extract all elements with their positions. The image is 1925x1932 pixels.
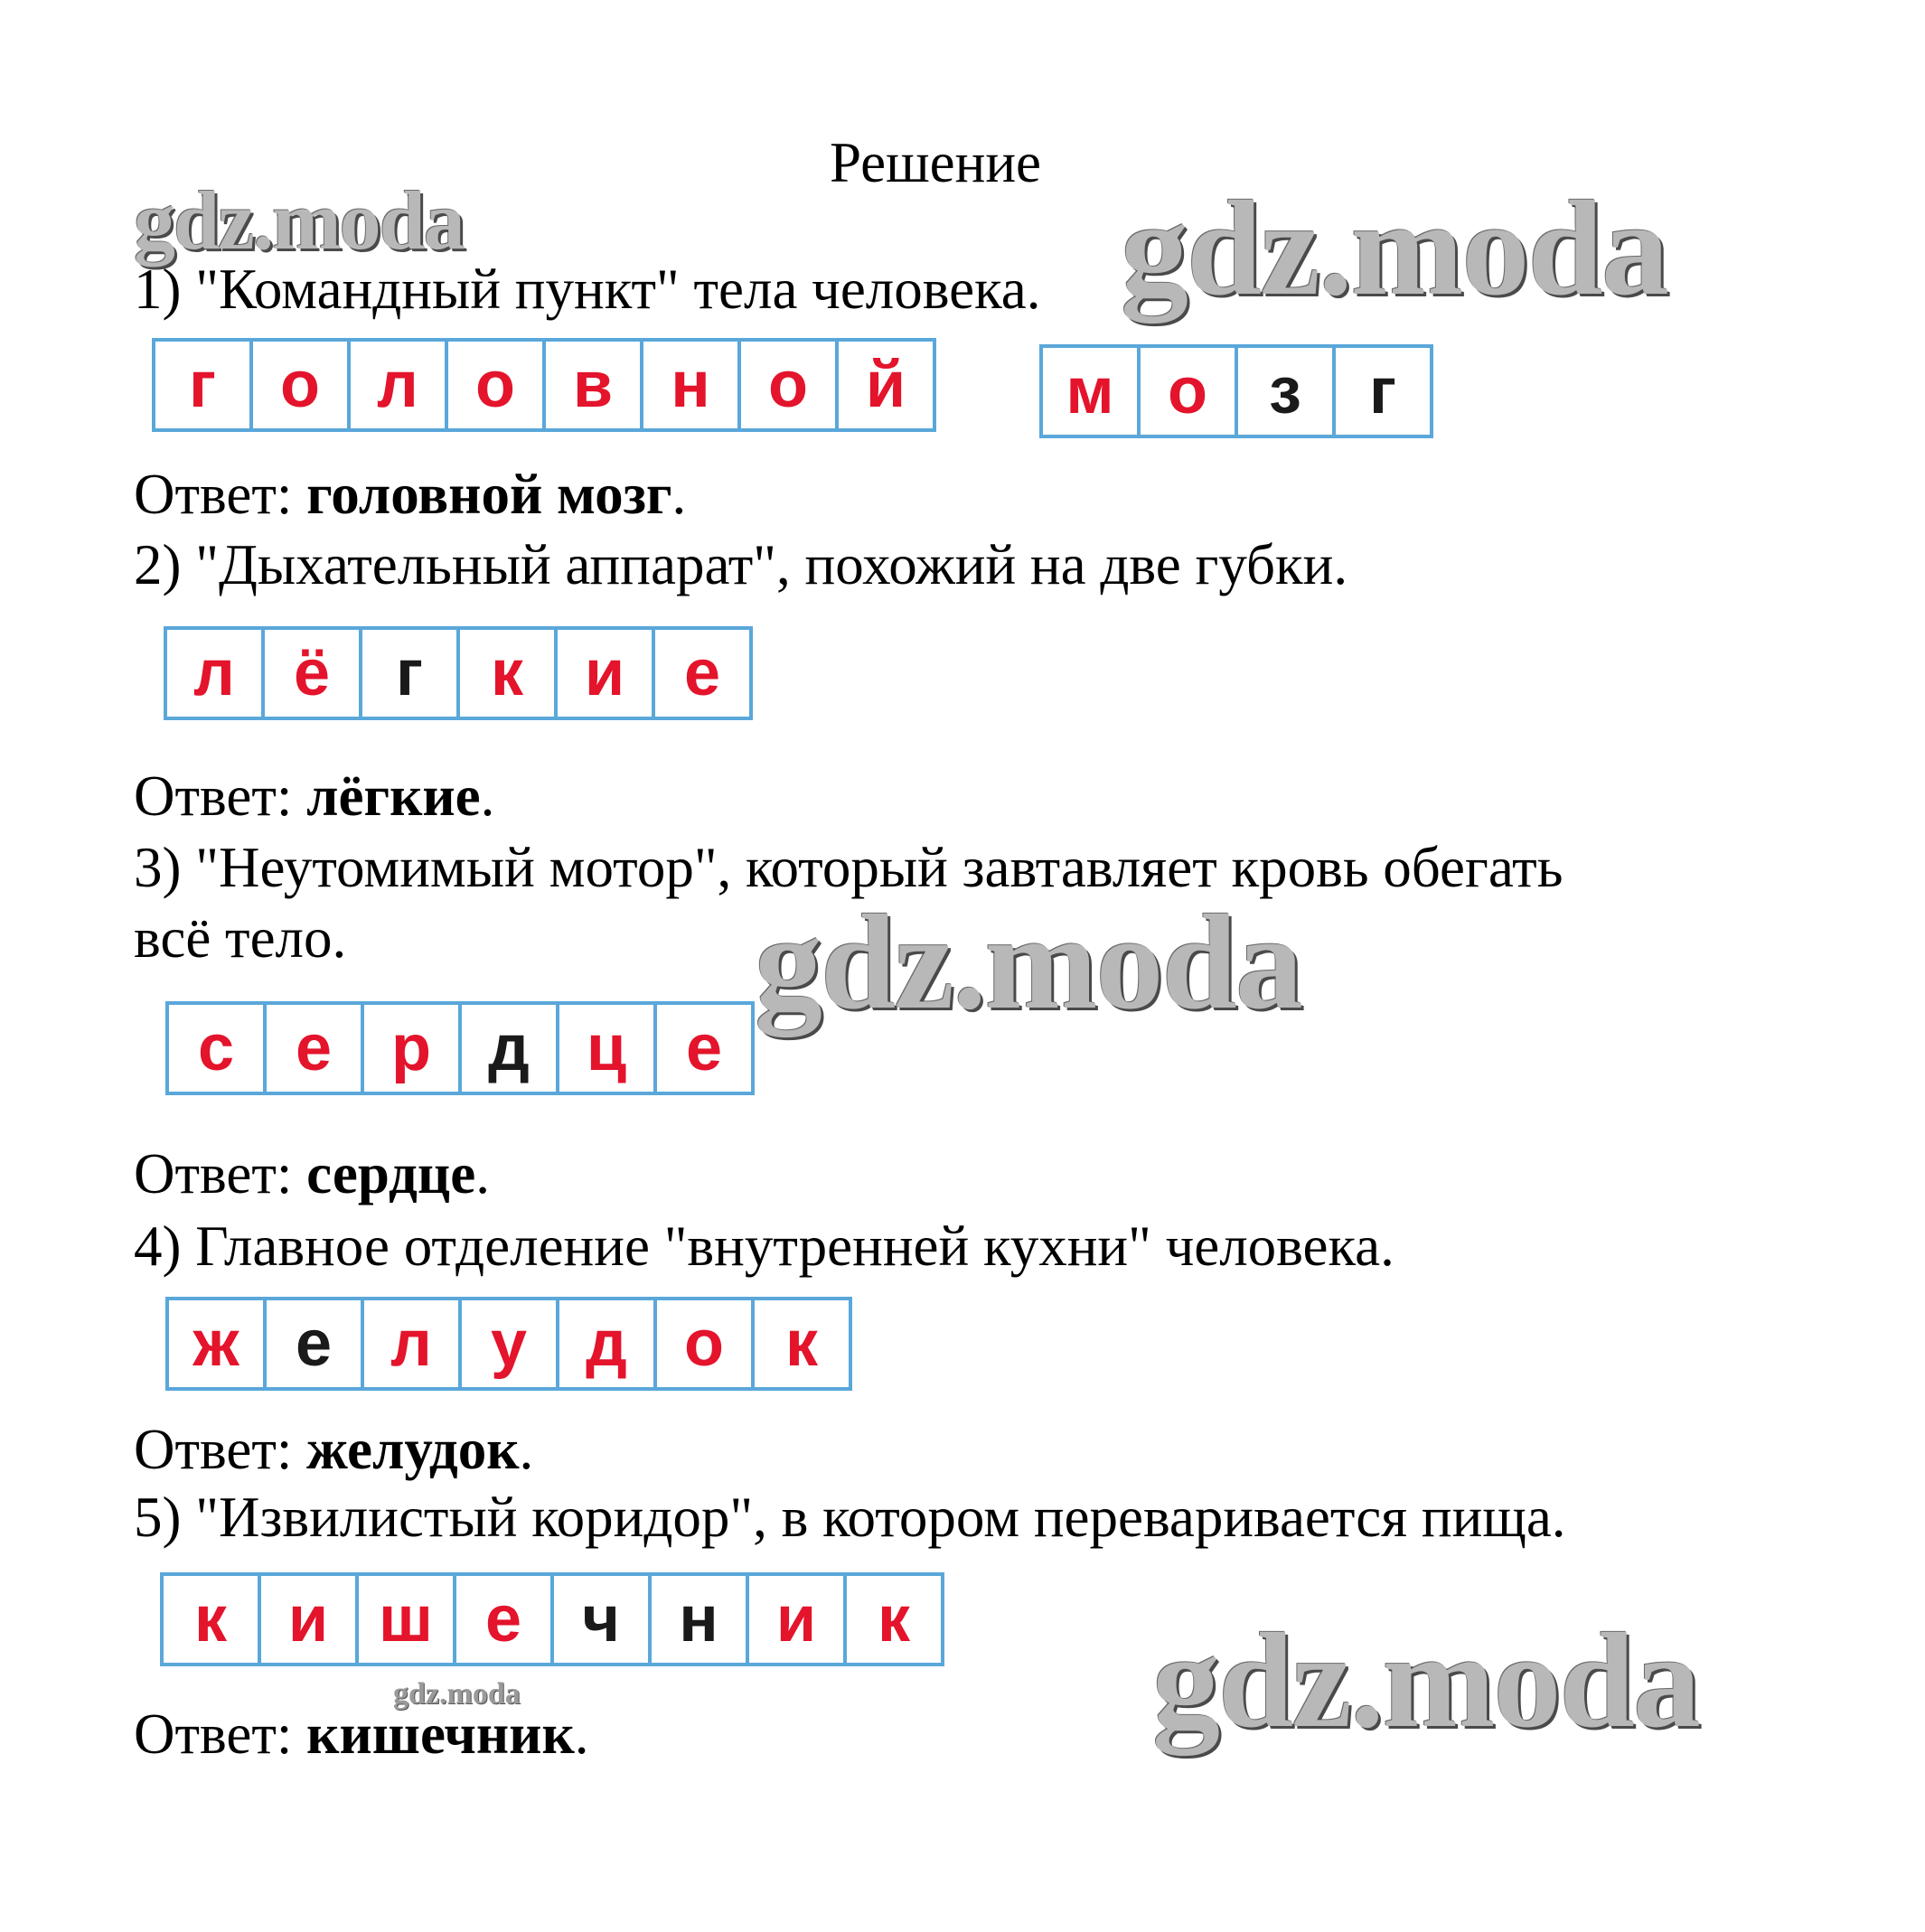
crossword-cell: ц bbox=[559, 1005, 657, 1092]
crossword-cell: и bbox=[558, 630, 655, 717]
crossword-cell: г bbox=[1369, 355, 1396, 427]
crossword-4 bbox=[165, 1297, 852, 1391]
watermark-logo-small: gdz.moda bbox=[393, 1677, 521, 1711]
crossword-cell: ш bbox=[359, 1576, 456, 1663]
answer-2 bbox=[134, 761, 494, 831]
crossword-cell: ё bbox=[265, 630, 362, 717]
crossword-cell: з bbox=[1238, 348, 1336, 435]
crossword-cell: г bbox=[362, 630, 460, 717]
crossword-cell: в bbox=[546, 342, 643, 428]
crossword-cell: с bbox=[169, 1005, 267, 1092]
crossword-cell: н bbox=[643, 342, 741, 428]
crossword-cell: у bbox=[462, 1300, 559, 1387]
answer-word: желудок bbox=[306, 1418, 520, 1481]
crossword-cell: д bbox=[462, 1005, 559, 1092]
crossword-cell: о bbox=[448, 342, 546, 428]
crossword-cell: к bbox=[164, 1576, 261, 1663]
crossword-cell: г bbox=[155, 342, 253, 428]
crossword-cell: м bbox=[1043, 348, 1141, 435]
crossword-cell: к bbox=[460, 630, 558, 717]
crossword-cell: н bbox=[652, 1576, 749, 1663]
page-title: Решение bbox=[829, 131, 1042, 194]
crossword-cell: е bbox=[267, 1300, 364, 1387]
crossword-cell: е bbox=[685, 1012, 723, 1084]
question-2: 2) "Дыхательный аппарат", похожий на две губки. bbox=[134, 533, 1348, 596]
crossword-cell: к bbox=[877, 1583, 911, 1655]
crossword-2 bbox=[164, 626, 753, 720]
watermark-logo: gdz.moda bbox=[134, 174, 464, 267]
question-1: 1) "Командный пункт" тела человека. bbox=[134, 258, 1041, 321]
crossword-1-word-1 bbox=[152, 338, 936, 432]
crossword-cell: е bbox=[683, 637, 721, 709]
watermark-logo: gdz.moda bbox=[1152, 1606, 1699, 1756]
crossword-cell: о bbox=[657, 1300, 755, 1387]
crossword-cell: к bbox=[784, 1308, 819, 1380]
answer-label: Ответ: bbox=[134, 1702, 307, 1766]
crossword-cell: о bbox=[741, 342, 839, 428]
answer-end: . bbox=[480, 764, 495, 828]
answer-end: . bbox=[475, 1142, 490, 1205]
crossword-cell: л bbox=[351, 342, 448, 428]
crossword-cell: и bbox=[749, 1576, 847, 1663]
crossword-cell: л bbox=[167, 630, 265, 717]
answer-word: сердце bbox=[306, 1142, 476, 1205]
question-3-line-2: всё тело. bbox=[134, 906, 347, 970]
answer-end: . bbox=[574, 1702, 589, 1766]
answer-word: лёгкие bbox=[306, 764, 481, 828]
crossword-cell: ж bbox=[169, 1300, 267, 1387]
answer-end: . bbox=[671, 463, 687, 526]
crossword-5 bbox=[160, 1572, 944, 1666]
answer-label: Ответ: bbox=[134, 1142, 307, 1205]
question-5: 5) "Извилистый коридор", в котором переваривается пища. bbox=[134, 1486, 1566, 1549]
crossword-1-word-2 bbox=[1039, 344, 1433, 438]
crossword-cell: и bbox=[261, 1576, 359, 1663]
watermark-logo: gdz.moda bbox=[1121, 174, 1667, 324]
answer-word: кишечник bbox=[306, 1702, 575, 1766]
answer-word: головной мозг bbox=[306, 463, 672, 526]
crossword-3 bbox=[165, 1001, 755, 1095]
answer-label: Ответ: bbox=[134, 463, 307, 526]
answer-end: . bbox=[519, 1418, 534, 1481]
watermark-logo: gdz.moda bbox=[755, 887, 1301, 1037]
crossword-cell: ч bbox=[554, 1576, 652, 1663]
crossword-cell: р bbox=[364, 1005, 462, 1092]
crossword-cell: л bbox=[364, 1300, 462, 1387]
answer-1 bbox=[134, 459, 686, 530]
answer-4 bbox=[134, 1414, 533, 1485]
crossword-cell: о bbox=[253, 342, 351, 428]
crossword-cell: й bbox=[865, 349, 906, 421]
crossword-cell: е bbox=[267, 1005, 364, 1092]
crossword-cell: д bbox=[559, 1300, 657, 1387]
question-4: 4) Главное отделение "внутренней кухни" человека. bbox=[134, 1215, 1394, 1278]
answer-label: Ответ: bbox=[134, 764, 307, 828]
answer-3 bbox=[134, 1139, 490, 1209]
crossword-cell: е bbox=[456, 1576, 554, 1663]
question-3: 3) "Неутомимый мотор", который завтавляет кровь обегать bbox=[134, 836, 1563, 899]
crossword-cell: о bbox=[1141, 348, 1238, 435]
answer-label: Ответ: bbox=[134, 1418, 307, 1481]
